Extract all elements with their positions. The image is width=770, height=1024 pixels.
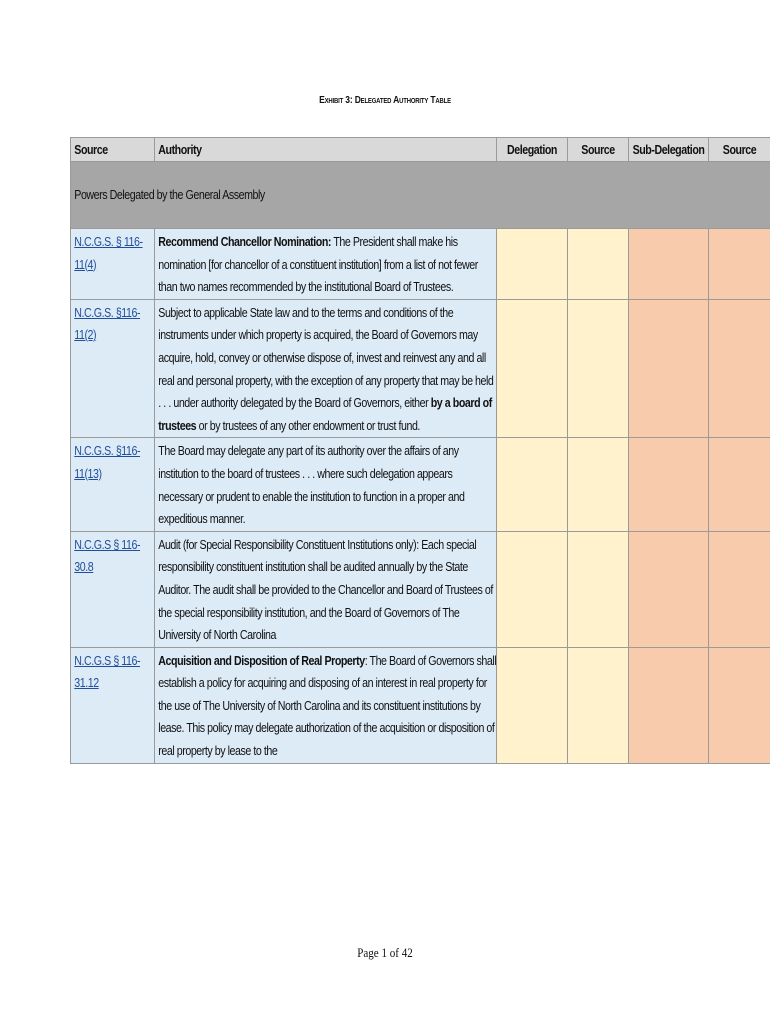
statute-link[interactable]: N.C.G.S. § 116-11(4) — [74, 234, 143, 272]
delegation-cell — [497, 229, 568, 300]
source-cell — [71, 531, 155, 647]
authority-heading: Recommend Chancellor Nomination: — [158, 234, 332, 249]
authority-cell — [155, 299, 497, 438]
authority-heading: Acquisition and Disposition of Real Property — [158, 652, 365, 668]
delegation-source-cell — [568, 647, 629, 763]
delegation-source-cell — [568, 531, 629, 647]
table-row — [71, 438, 770, 531]
table-row — [71, 531, 770, 647]
source-cell — [71, 229, 155, 300]
authority-text: : The Board of Governors shall establish a policy for acquiring and disposing of an interest in real property for the use of The University of North Carolina and its constituent institutions by lease. This policy may delegate authorization of the acquisition or disposition of real property by lease to the — [158, 652, 497, 759]
authority-cell — [155, 531, 497, 647]
header-source: Source — [71, 138, 155, 162]
sub-delegation-cell — [629, 229, 709, 300]
sub-delegation-cell — [629, 647, 709, 763]
table-row — [71, 647, 770, 763]
authority-text: The President shall make his nomination [for chancellor of a constituent institution] from a list of not fewer than two names recommended by the institutional Board of Trustees. — [158, 234, 478, 295]
authority-text: Subject to applicable State law and to the terms and conditions of the instruments under which property is acquired, the Board of Governors may acquire, hold, convey or otherwise dispose of, invest and reinvest any and all real and personal property, with the exception of any property that may be held . . . under authority delegated by the Board of Governors, either — [158, 304, 494, 411]
authority-cell — [155, 647, 497, 763]
authority-cell — [155, 438, 497, 531]
delegated-authority-table — [70, 137, 770, 764]
sub-delegation-source-cell — [709, 229, 770, 300]
delegation-source-cell — [568, 438, 629, 531]
statute-link[interactable]: N.C.G.S. §116-11(13) — [74, 443, 141, 481]
source-cell — [71, 299, 155, 438]
header-sub-delegation-source: Source — [709, 138, 770, 162]
sub-delegation-cell — [629, 299, 709, 438]
authority-text: The Board may delegate any part of its authority over the affairs of any institution to the board of trustees . . . where such delegation appears necessary or prudent to enable the institution to function in a proper and expeditious manner. — [158, 443, 465, 527]
sub-delegation-cell — [629, 438, 709, 531]
source-cell — [71, 647, 155, 763]
section-row — [71, 162, 770, 229]
delegation-cell — [497, 299, 568, 438]
authority-emphasis: by a board of trustees — [158, 395, 492, 433]
delegation-cell — [497, 647, 568, 763]
statute-link[interactable]: N.C.G.S § 116-30.8 — [74, 536, 141, 575]
statute-link[interactable]: N.C.G.S. §116-11(2) — [74, 304, 141, 343]
authority-text: Audit (for Special Responsibility Constituent Institutions only): Each special responsibility constituent institution shall be audited annually by the State Auditor. The audit shall be provided to the Chancellor and Board of Trustees of the special responsibility institution, and the Board of Governors of The University of North Carolina — [158, 536, 493, 643]
delegation-source-cell — [568, 299, 629, 438]
header-authority: Authority — [155, 138, 497, 162]
source-cell — [71, 438, 155, 531]
page-number: Page 1 of 42 — [357, 945, 413, 960]
delegation-cell — [497, 438, 568, 531]
sub-delegation-source-cell — [709, 531, 770, 647]
table-row — [71, 229, 770, 300]
table-header-row — [71, 138, 770, 162]
header-delegation: Delegation — [497, 138, 568, 162]
sub-delegation-cell — [629, 531, 709, 647]
sub-delegation-source-cell — [709, 299, 770, 438]
authority-cell — [155, 229, 497, 300]
delegation-cell — [497, 531, 568, 647]
authority-text-end: or by trustees of any other endowment or trust fund. — [196, 417, 420, 433]
header-sub-delegation: Sub-Delegation — [629, 138, 709, 162]
sub-delegation-source-cell — [709, 647, 770, 763]
document-title: Exhibit 3: Delegated Authority Table — [319, 95, 451, 106]
table-row — [71, 299, 770, 438]
section-label: Powers Delegated by the General Assembly — [71, 162, 770, 229]
sub-delegation-source-cell — [709, 438, 770, 531]
header-delegation-source: Source — [568, 138, 629, 162]
delegation-source-cell — [568, 229, 629, 300]
statute-link[interactable]: N.C.G.S § 116-31.12 — [74, 652, 141, 691]
